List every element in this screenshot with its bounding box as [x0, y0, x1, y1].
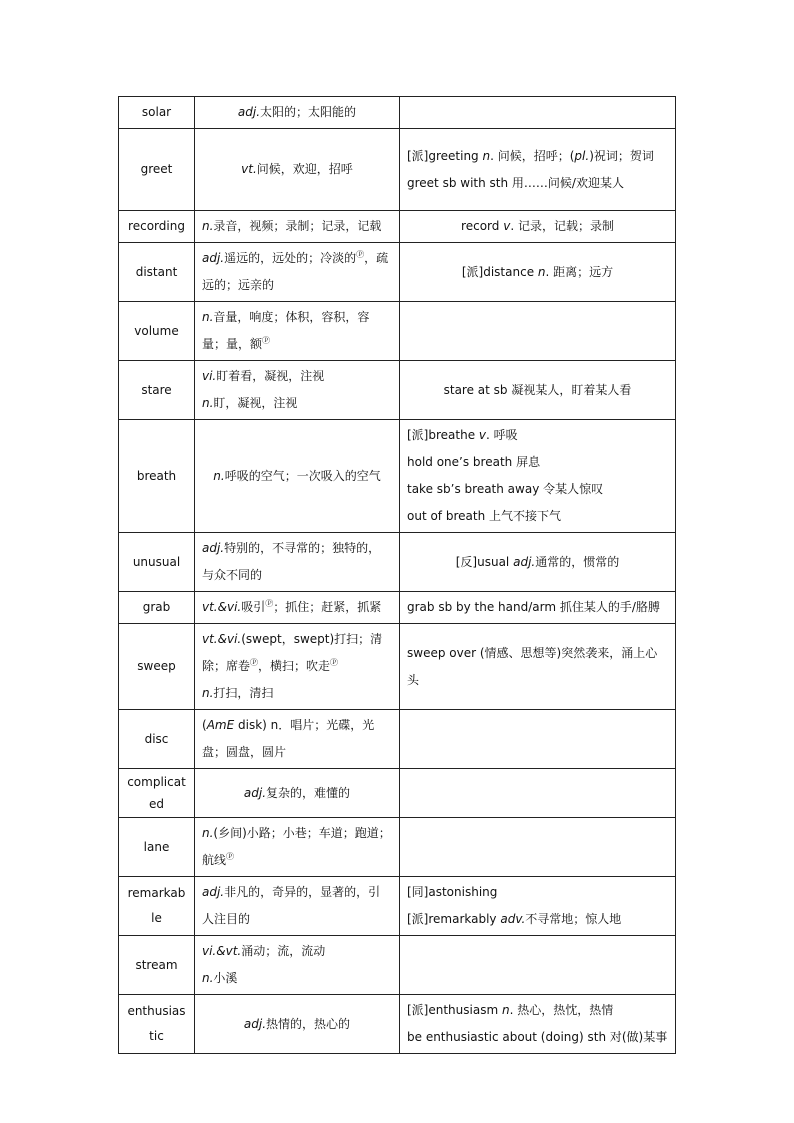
p-mark-icon: Ⓟ — [330, 658, 339, 667]
meaning-cell: n.(乡间)小路；小巷；车道；跑道；航线Ⓟ — [195, 818, 400, 877]
meaning-cell: adj.特别的，不寻常的；独特的，与众不同的 — [195, 533, 400, 592]
table-row — [119, 592, 676, 624]
table-row — [119, 129, 676, 211]
note-cell: [同]astonishing [派]remarkably adv.不寻常地；惊人地 — [400, 877, 676, 936]
table-row — [119, 211, 676, 243]
word-cell: enthusiastic — [119, 995, 195, 1054]
table-row — [119, 533, 676, 592]
table-row — [119, 818, 676, 877]
table-row — [119, 710, 676, 769]
word-cell: remarkable — [119, 877, 195, 936]
word-cell: lane — [119, 818, 195, 877]
p-mark-icon: Ⓟ — [262, 336, 271, 345]
word-cell: stream — [119, 936, 195, 995]
meaning-cell: vt.&vi.(swept，swept)打扫；清除；席卷Ⓟ，横扫；吹走Ⓟ n.打扫，清扫 — [195, 624, 400, 710]
table-row — [119, 243, 676, 302]
note-cell: grab sb by the hand/arm 抓住某人的手/胳膊 — [400, 592, 676, 624]
table-row — [119, 361, 676, 420]
table-row — [119, 302, 676, 361]
note-cell — [400, 710, 676, 769]
table-row — [119, 624, 676, 710]
p-mark-icon: Ⓟ — [226, 852, 235, 861]
table-row — [119, 936, 676, 995]
note-cell: record v. 记录，记载；录制 — [400, 211, 676, 243]
meaning-cell: adj.遥远的，远处的；冷淡的Ⓟ，疏远的；远亲的 — [195, 243, 400, 302]
word-cell: grab — [119, 592, 195, 624]
note-cell: [派]enthusiasm n. 热心，热忱，热情 be enthusiastic about (doing) sth 对(做)某事 — [400, 995, 676, 1054]
note-cell: [派]distance n. 距离；远方 — [400, 243, 676, 302]
note-cell — [400, 936, 676, 995]
note-cell: [派]greeting n. 问候，招呼；(pl.)祝词；贺词 greet sb with sth 用……问候/欢迎某人 — [400, 129, 676, 211]
word-cell: breath — [119, 420, 195, 533]
p-mark-icon: Ⓟ — [250, 658, 259, 667]
meaning-cell: n.呼吸的空气；一次吸入的空气 — [195, 420, 400, 533]
word-cell: stare — [119, 361, 195, 420]
note-cell: stare at sb 凝视某人，盯着某人看 — [400, 361, 676, 420]
meaning-cell: vt.&vi.吸引Ⓟ；抓住；赶紧，抓紧 — [195, 592, 400, 624]
word-cell: disc — [119, 710, 195, 769]
table-row — [119, 420, 676, 533]
table-row — [119, 995, 676, 1054]
meaning-cell: n.音量，响度；体积，容积，容量；量，额Ⓟ — [195, 302, 400, 361]
note-cell — [400, 818, 676, 877]
meaning-cell: (AmE disk) n．唱片；光碟，光盘；圆盘，圆片 — [195, 710, 400, 769]
note-cell: [派]breathe v. 呼吸 hold one’s breath 屏息 take sb’s breath away 令某人惊叹 out of breath 上气不接下气 — [400, 420, 676, 533]
meaning-cell: vi.&vt.涌动；流，流动 n.小溪 — [195, 936, 400, 995]
table-row — [119, 877, 676, 936]
note-cell — [400, 302, 676, 361]
word-cell: solar — [119, 97, 195, 129]
meaning-cell: n.录音，视频；录制；记录，记载 — [195, 211, 400, 243]
meaning-cell: adj.热情的，热心的 — [195, 995, 400, 1054]
p-mark-icon: Ⓟ — [356, 250, 365, 259]
meaning-cell: vi.盯着看，凝视，注视 n.盯，凝视，注视 — [195, 361, 400, 420]
meaning-cell: adj.非凡的，奇异的，显著的，引人注目的 — [195, 877, 400, 936]
note-cell — [400, 769, 676, 818]
note-cell — [400, 97, 676, 129]
note-cell: [反]usual adj.通常的，惯常的 — [400, 533, 676, 592]
meaning-cell: vt.问候，欢迎，招呼 — [195, 129, 400, 211]
word-cell: unusual — [119, 533, 195, 592]
word-cell: sweep — [119, 624, 195, 710]
word-cell: greet — [119, 129, 195, 211]
table-row — [119, 769, 676, 818]
table-row — [119, 97, 676, 129]
word-cell: distant — [119, 243, 195, 302]
word-cell: complicated — [119, 769, 195, 818]
note-cell: sweep over (情感、思想等)突然袭来，涌上心头 — [400, 624, 676, 710]
word-cell: volume — [119, 302, 195, 361]
word-cell: recording — [119, 211, 195, 243]
meaning-cell: adj.太阳的；太阳能的 — [195, 97, 400, 129]
p-mark-icon: Ⓟ — [265, 599, 274, 608]
meaning-cell: adj.复杂的，难懂的 — [195, 769, 400, 818]
vocabulary-table — [118, 96, 676, 1054]
